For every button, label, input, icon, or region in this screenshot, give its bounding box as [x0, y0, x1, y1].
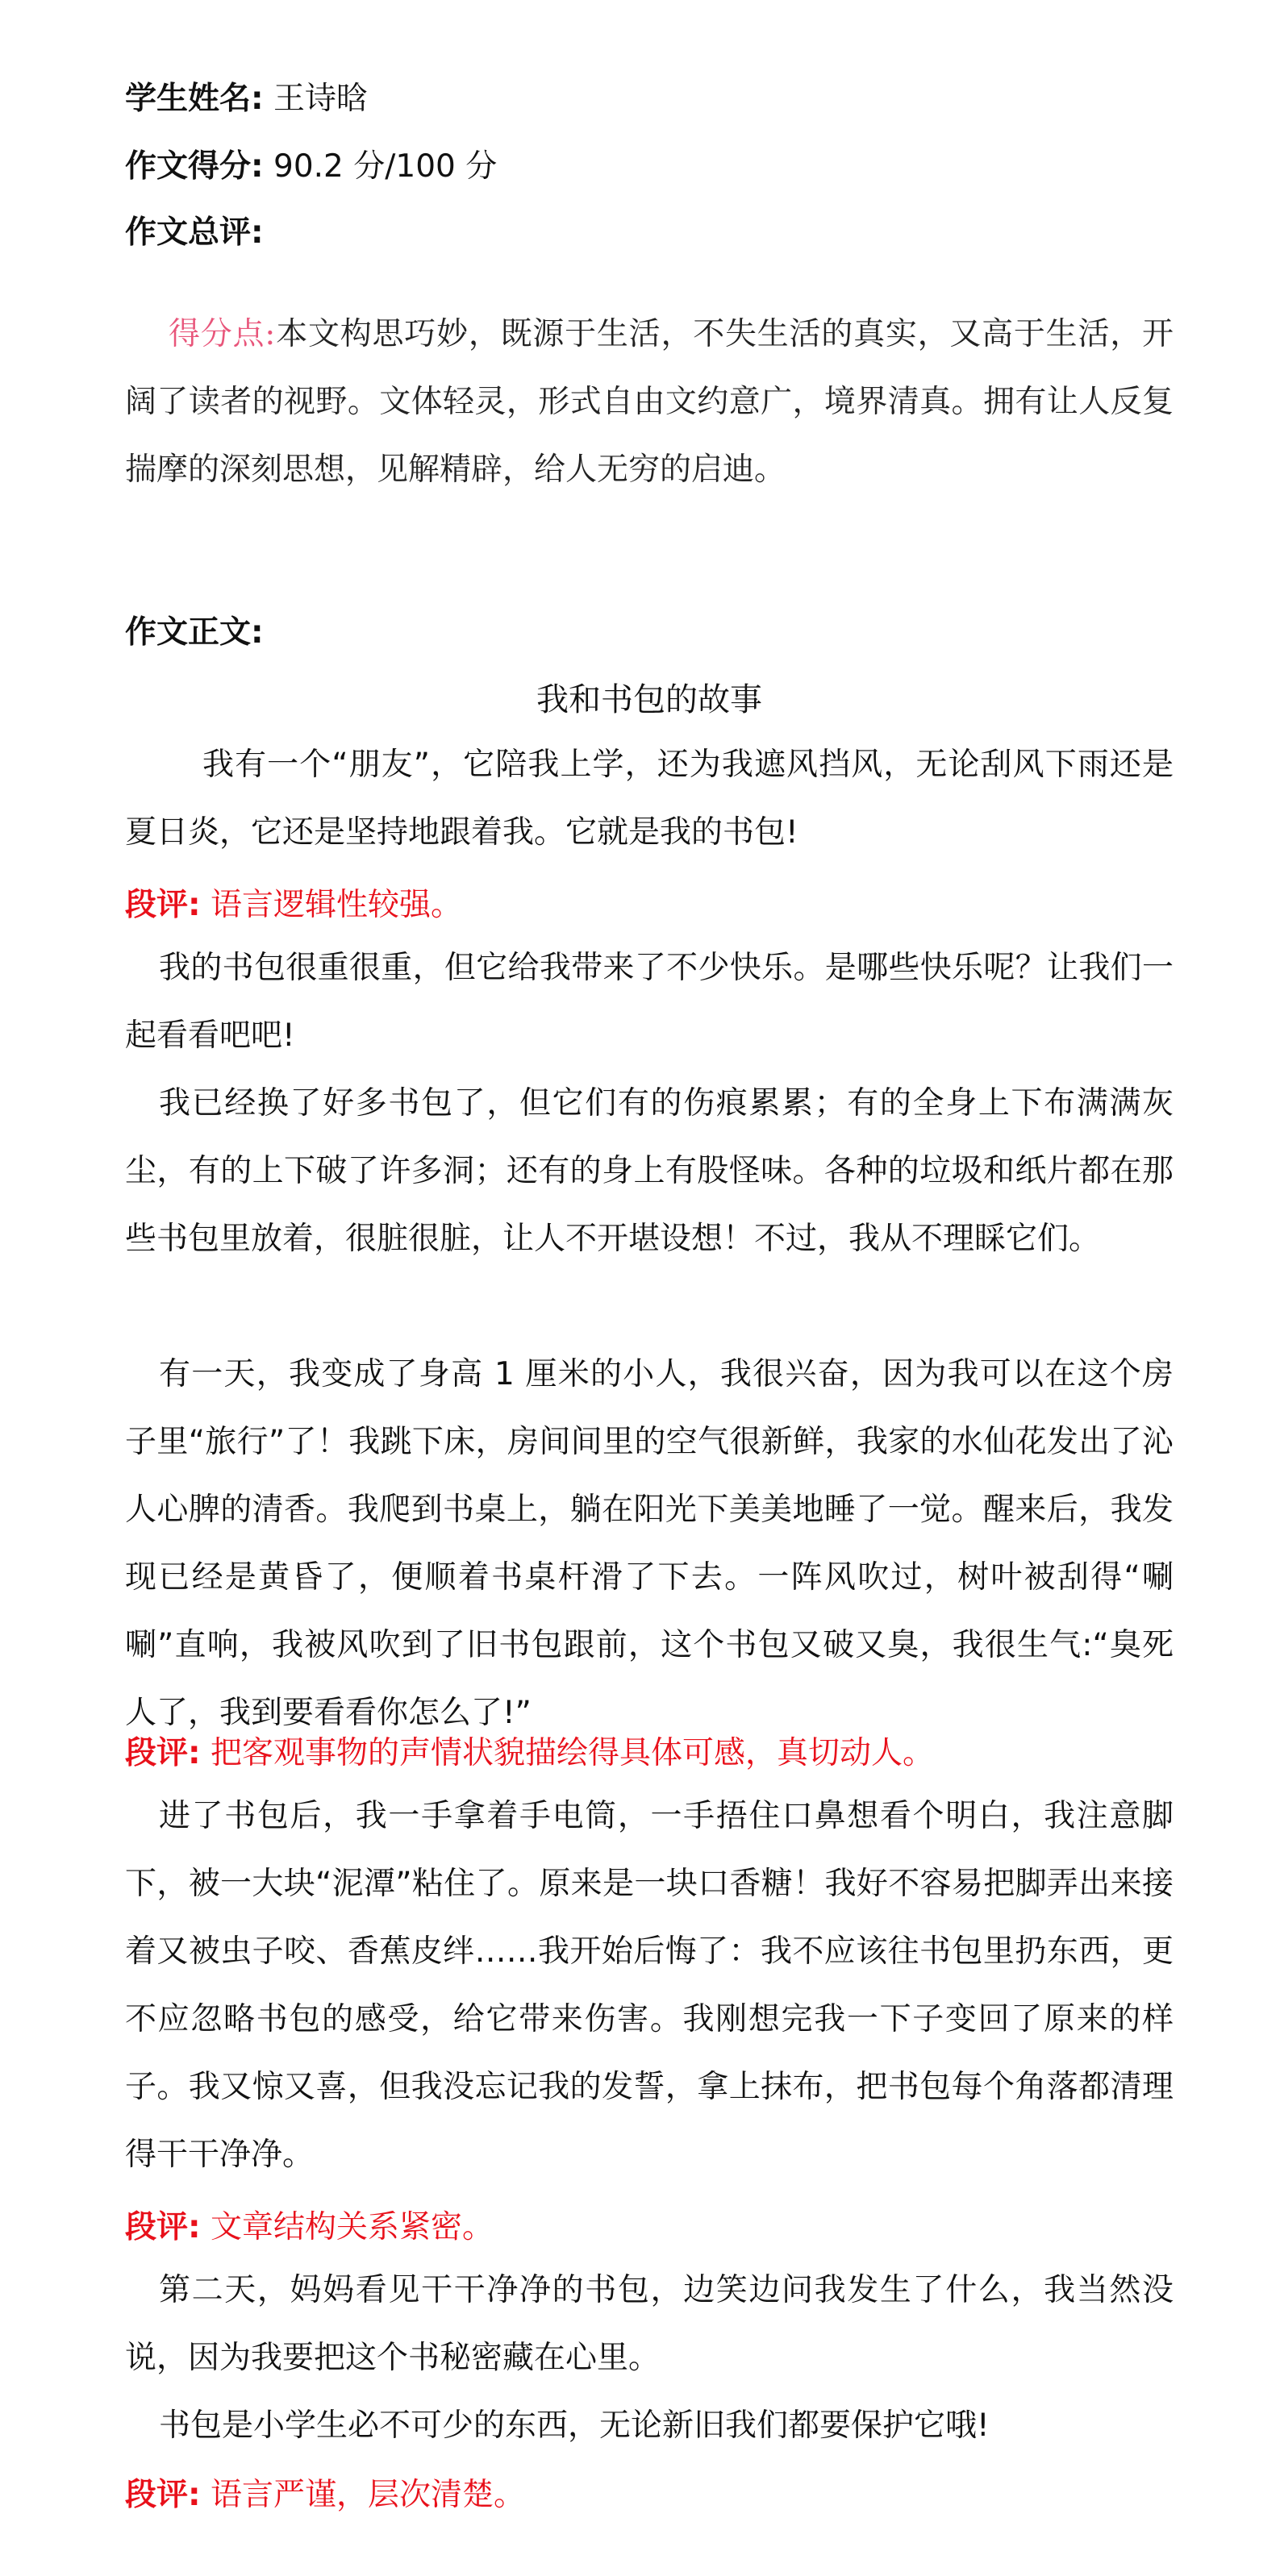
paragraph-comment-2: [125, 1729, 1174, 1778]
essay-paragraph-6: 第二天，妈妈看见干干净净的书包，边笑边问我发生了什么，我当然没说，因为我要把这个书秘密藏在心里。: [125, 2272, 1174, 2376]
comment-label: 段评:: [125, 887, 201, 923]
comment-text: 文章结构关系紧密。: [211, 2209, 494, 2245]
essay-paragraph-2: 我的书包很重很重，但它给我带来了不少快乐。是哪些快乐呢？让我们一起看看吧吧!: [125, 950, 1174, 1054]
comment-text: 把客观事物的声情状貌描绘得具体可感，真切动人。: [211, 1735, 935, 1771]
overall-review-label: 作文总评:: [125, 214, 264, 251]
score-point-label: 得分点:: [169, 316, 276, 352]
score-label: 作文得分:: [125, 148, 264, 185]
score-value: 90.2 分/100 分: [273, 148, 498, 185]
essay-paragraph-5: 进了书包后，我一手拿着手电筒，一手捂住口鼻想看个明白，我注意脚下，被一大块“泥潭”粘住了。原来是一块口香糖！我好不容易把脚弄出来接着又被虫子咬、香蕉皮绊……我开始后悔了：我不应该往书包里扔东西，更不应忽略书包的感受，给它带来伤害。我刚想完我一下子变回了原来的样子。我又惊又喜，但我没忘记我的发誓，拿上抹布，把书包每个角落都清理得干干净净。: [125, 1798, 1174, 2173]
essay-title: 我和书包的故事: [536, 681, 762, 718]
essay-paragraph-4: 有一天，我变成了身高 1 厘米的小人，我很兴奋，因为我可以在这个房子里“旅行”了！我跳下床，房间间里的空气很新鲜，我家的水仙花发出了沁人心脾的清香。我爬到书桌上，躺在阳光下美美地睡了一觉。醒来后，我发现已经是黄昏了，便顺着书桌杆滑了下去。一阵风吹过，树叶被刮得“唰唰”直响，我被风吹到了旧书包跟前，这个书包又破又臭，我很生气:“臭死人了，我到要看看你怎么了!”: [125, 1356, 1174, 1731]
comment-label: 段评:: [125, 2209, 201, 2245]
essay-paragraph-7: 书包是小学生必不可少的东西，无论新旧我们都要保护它哦!: [159, 2407, 990, 2444]
score-row: [125, 143, 497, 191]
comment-text: 语言逻辑性较强。: [211, 887, 463, 923]
essay-paragraph-3: 我已经换了好多书包了，但它们有的伤痕累累；有的全身上下布满满灰尘，有的上下破了许多洞；还有的身上有股怪味。各种的垃圾和纸片都在那些书包里放着，很脏很脏，让人不开堪设想！不过，我从不理睬它们。: [125, 1085, 1174, 1257]
student-name-label: 学生姓名:: [125, 81, 264, 117]
paragraph-comment-1: [125, 881, 1174, 930]
comment-label: 段评:: [125, 1735, 201, 1771]
score-point-text: 本文构思巧妙，既源于生活，不失生活的真实，又高于生活，开阔了读者的视野。文体轻灵，形式自由文约意广，境界清真。拥有让人反复揣摩的深刻思想，见解精辟，给人无穷的启迪。: [125, 316, 1174, 488]
overall-review-text: [125, 301, 1174, 504]
paragraph-comment-3: [125, 2204, 1174, 2252]
comment-label: 段评:: [125, 2477, 201, 2513]
essay-paragraph-1: 我有一个“朋友”，它陪我上学，还为我遮风挡风，无论刮风下雨还是夏日炎，它还是坚持地跟着我。它就是我的书包!: [125, 747, 1174, 851]
overall-review-row: [125, 209, 264, 257]
essay-body-label: 作文正文:: [125, 614, 264, 651]
student-name-row: [125, 75, 368, 123]
paragraph-comment-4: [125, 2471, 1174, 2520]
student-name-value: 王诗晗: [273, 81, 369, 117]
comment-text: 语言严谨，层次清楚。: [211, 2477, 526, 2513]
